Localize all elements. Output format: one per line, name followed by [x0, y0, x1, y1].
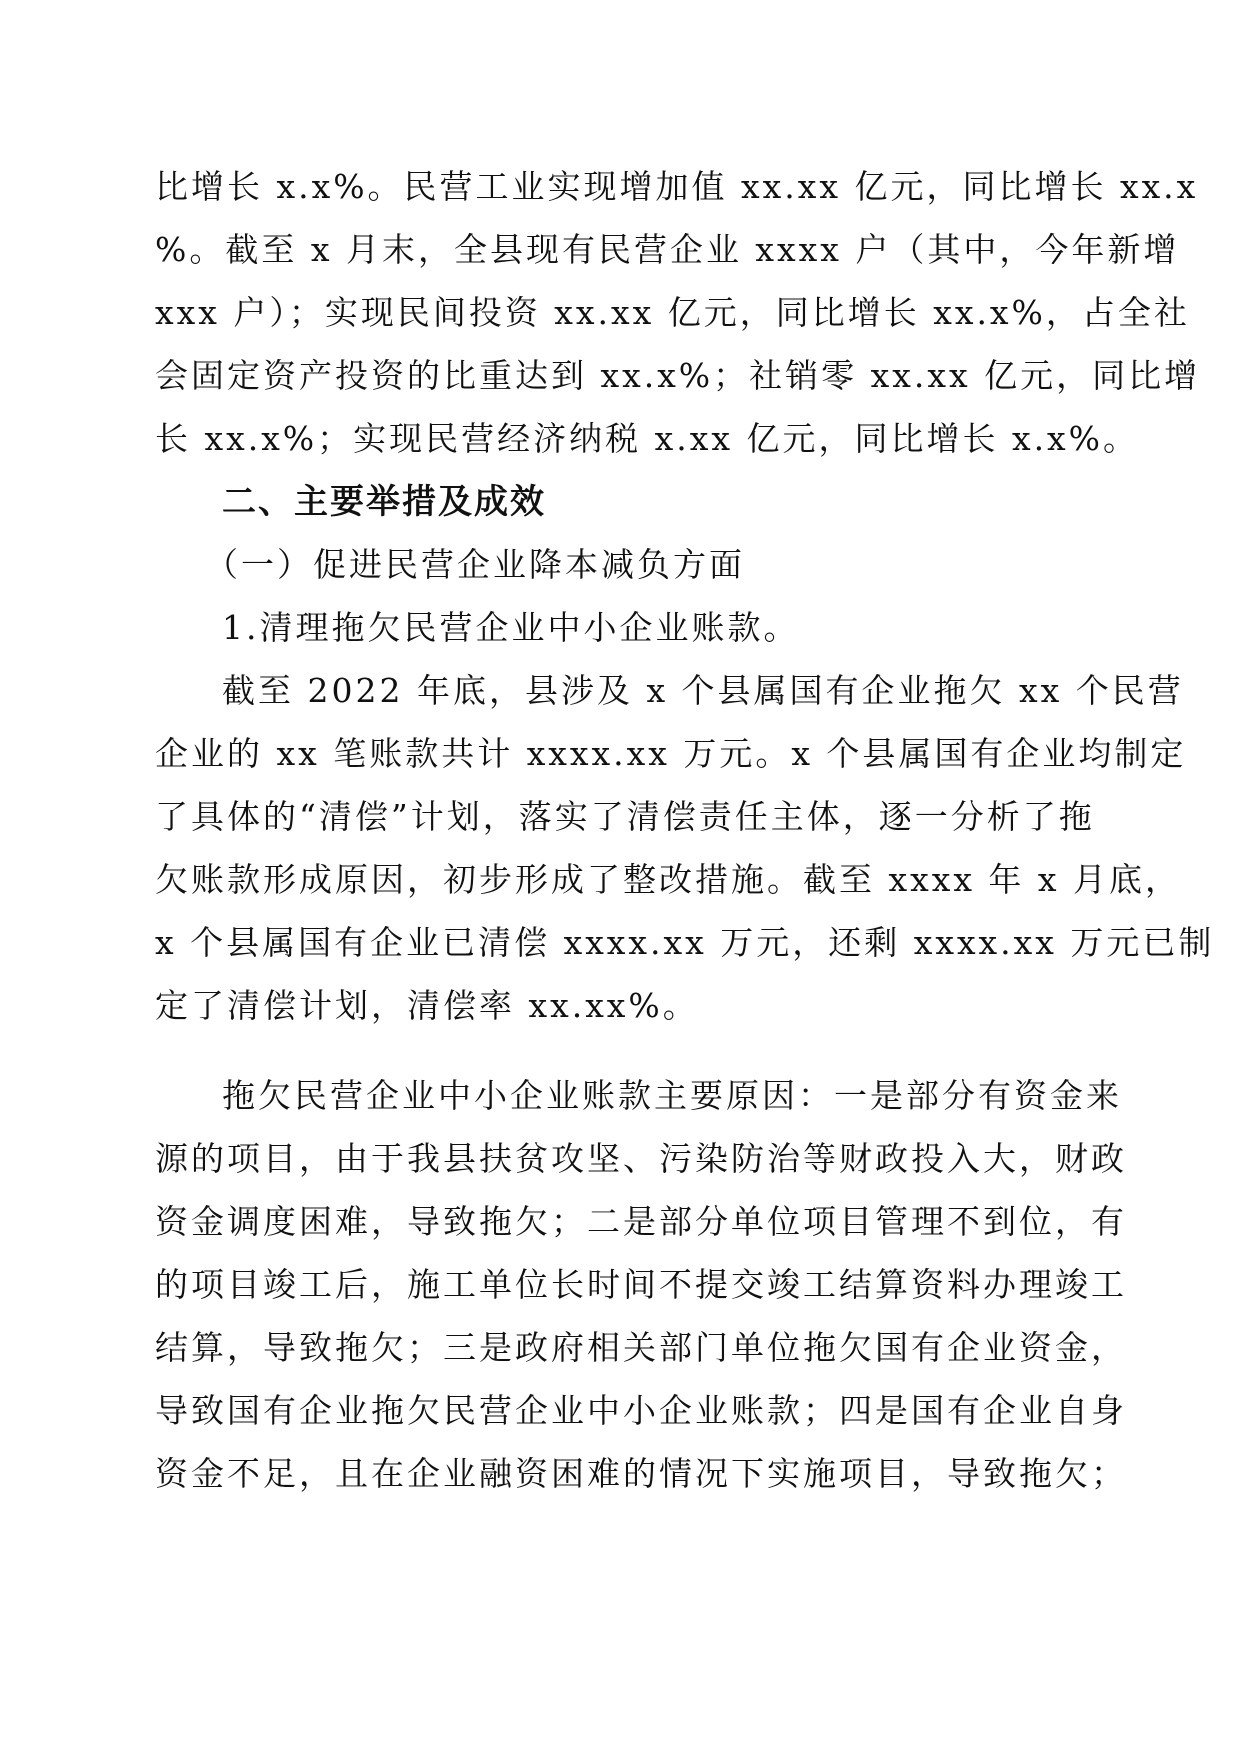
paragraph-3-line-6: 导致国有企业拖欠民营企业中小企业账款；四是国有企业自身	[155, 1391, 1127, 1430]
paragraph-1-line-2: %。截至 x 月末，全县现有民营企业 xxxx 户（其中，今年新增	[155, 230, 1180, 269]
item-heading: 1.清理拖欠民营企业中小企业账款。	[222, 608, 800, 647]
paragraph-2-line-4: 欠账款形成原因，初步形成了整改措施。截至 xxxx 年 x 月底，	[155, 860, 1182, 899]
paragraph-3-line-4: 的项目竣工后，施工单位长时间不提交竣工结算资料办理竣工	[155, 1265, 1127, 1304]
paragraph-2-line-3: 了具体的“清偿”计划，落实了清偿责任主体，逐一分析了拖	[155, 797, 1095, 836]
paragraph-2-line-1: 截至 2022 年底，县涉及 x 个县属国有企业拖欠 xx 个民营	[222, 671, 1184, 710]
subsection-heading: （一）促进民营企业降本减负方面	[205, 545, 745, 584]
paragraph-2-line-5: x 个县属国有企业已清偿 xxxx.xx 万元，还剩 xxxx.xx 万元已制	[155, 923, 1215, 962]
paragraph-3-line-7: 资金不足，且在企业融资困难的情况下实施项目，导致拖欠；	[155, 1454, 1127, 1493]
paragraph-1-line-5: 长 xx.x%；实现民营经济纳税 x.xx 亿元，同比增长 x.x%。	[155, 419, 1140, 458]
paragraph-1-line-3: xxx 户）；实现民间投资 xx.xx 亿元，同比增长 xx.x%，占全社	[155, 293, 1190, 332]
paragraph-2-line-2: 企业的 xx 笔账款共计 xxxx.xx 万元。x 个县属国有企业均制定	[155, 734, 1187, 773]
paragraph-3-line-5: 结算，导致拖欠；三是政府相关部门单位拖欠国有企业资金，	[155, 1328, 1127, 1367]
paragraph-3-line-1: 拖欠民营企业中小企业账款主要原因：一是部分有资金来	[222, 1076, 1122, 1115]
paragraph-2-line-6: 定了清偿计划，清偿率 xx.xx%。	[155, 986, 699, 1025]
section-heading: 二、主要举措及成效	[222, 482, 546, 522]
paragraph-3-line-3: 资金调度困难，导致拖欠；二是部分单位项目管理不到位，有	[155, 1202, 1127, 1241]
paragraph-1-line-4: 会固定资产投资的比重达到 xx.x%；社销零 xx.xx 亿元，同比增	[155, 356, 1201, 395]
paragraph-1-line-1: 比增长 x.x%。民营工业实现增加值 xx.xx 亿元，同比增长 xx.x	[155, 167, 1199, 206]
paragraph-3-line-2: 源的项目，由于我县扶贫攻坚、污染防治等财政投入大，财政	[155, 1139, 1127, 1178]
